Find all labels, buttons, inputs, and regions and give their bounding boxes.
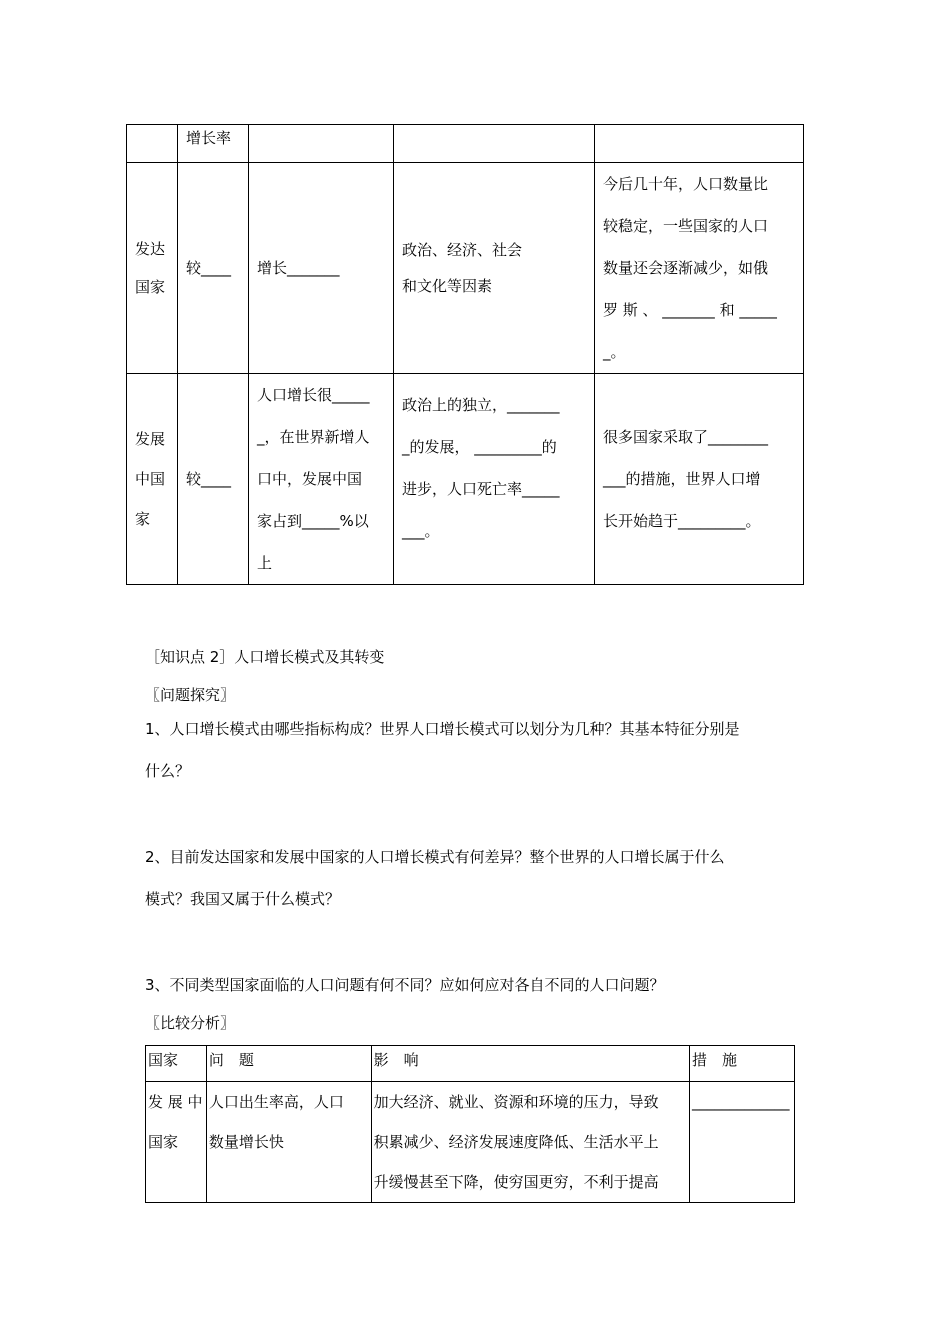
impact-cell: 加大经济、就业、资源和环境的压力，导致 积累减少、经济发展速度降低、生活水平上 升缓慢甚至下降，使穷国更穷，不利于提高 — [371, 1082, 689, 1203]
developed-cause: 政治、经济、社会 和文化等因素 — [394, 163, 595, 374]
developing-cause: 政治上的独立，_______ _的发展， _________的 进步，人口死亡率_____ ___。 — [394, 374, 595, 585]
developed-trend: 今后几十年，人口数量比 较稳定，一些国家的人口 数量还会逐渐减少，如俄 罗 斯 、 _______ 和 _____ _。 — [595, 163, 804, 374]
developing-rate: 较____ — [178, 374, 249, 585]
header-country: 国家 — [146, 1046, 207, 1082]
table-cell — [394, 125, 595, 163]
table-cell — [249, 125, 394, 163]
country-cell: 发 展 中 国家 — [146, 1082, 207, 1203]
measures-cell: _____________ — [689, 1082, 794, 1203]
table-cell — [595, 125, 804, 163]
table-cell — [127, 125, 178, 163]
developed-country-label: 发达国家 — [127, 163, 178, 374]
population-growth-table — [126, 124, 804, 585]
problem-cell: 人口出生率高，人口 数量增长快 — [206, 1082, 371, 1203]
developed-rate: 较____ — [178, 163, 249, 374]
question-3: 3、不同类型国家面临的人口问题有何不同？应如何应对各自不同的人口问题？ — [145, 976, 665, 994]
developing-country-label: 发展中国家 — [127, 374, 178, 585]
section-heading: ［知识点 2］人口增长模式及其转变 — [145, 648, 385, 666]
compare-heading: 〖比较分析〗 — [145, 1014, 236, 1032]
developing-growth: 人口增长很_____ _，在世界新增人 口中，发展中国 家占到_____%以 上 — [249, 374, 394, 585]
developed-growth: 增长_______ — [249, 163, 394, 374]
problem-explore-heading: 〖问题探究〗 — [145, 686, 236, 704]
header-measures: 措 施 — [689, 1046, 794, 1082]
question-2: 2、目前发达国家和发展中国家的人口增长模式有何差异？整个世界的人口增长属于什么 模式？我国又属于什么模式？ — [145, 848, 725, 908]
header-problem: 问 题 — [206, 1046, 371, 1082]
comparison-table — [145, 1045, 795, 1203]
growth-rate-header: 增长率 — [178, 125, 249, 163]
question-1: 1、人口增长模式由哪些指标构成？世界人口增长模式可以划分为几种？其基本特征分别是 什么？ — [145, 720, 740, 780]
developing-trend: 很多国家采取了________ ___的措施，世界人口增 长开始趋于_________。 — [595, 374, 804, 585]
header-impact: 影 响 — [371, 1046, 689, 1082]
